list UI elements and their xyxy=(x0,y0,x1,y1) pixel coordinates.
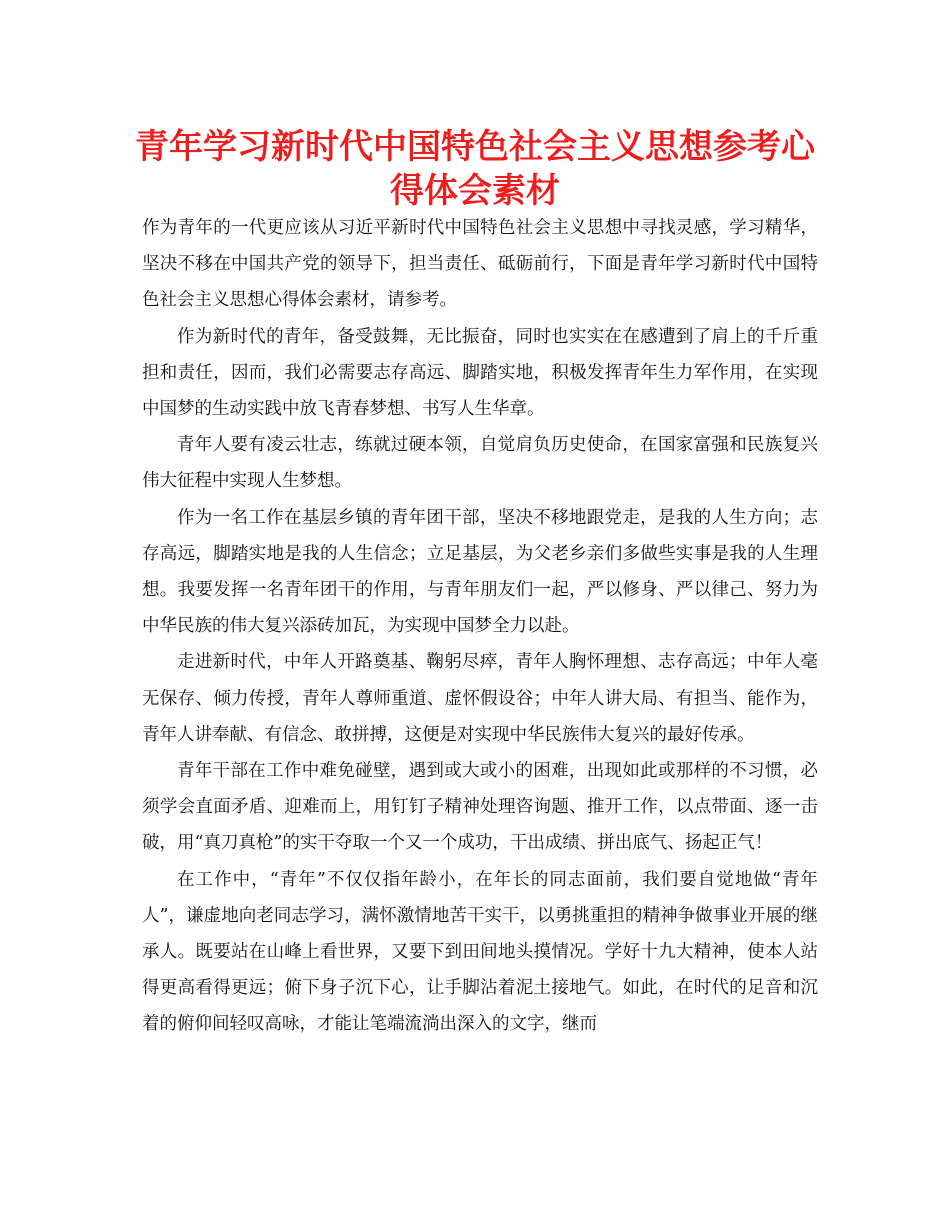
document-title: 青年学习新时代中国特色社会主义思想参考心得体会素材 xyxy=(135,127,815,211)
paragraph: 作为一名工作在基层乡镇的青年团干部，坚决不移地跟党走，是我的人生方向；志存高远，脚踏实地是我的人生信念；立足基层，为父老乡亲们多做些实事是我的人生理想。我要发挥一名青年团干的作用，与青年朋友们一起，严以修身、严以律己、努力为中华民族的伟大复兴添砖加瓦，为实现中国梦全力以赴。 xyxy=(142,507,818,637)
document-body xyxy=(142,210,818,1043)
paragraph: 在工作中，“青年”不仅仅指年龄小，在年长的同志面前，我们要自觉地做“青年人”，谦虚地向老同志学习，满怀激情地苦干实干，以勇挑重担的精神争做事业开展的继承人。既要站在山峰上看世界，又要下到田间地头摸情况。学好十九大精神，使本人站得更高看得更远；俯下身子沉下心，让手脚沾着泥土接地气。如此，在时代的足音和沉着的俯仰间轻叹高咏，才能让笔端流淌出深入的文字，继而 xyxy=(142,869,818,1035)
paragraph: 作为青年的一代更应该从习近平新时代中国特色社会主义思想中寻找灵感，学习精华，坚决不移在中国共产党的领导下，担当责任、砥砺前行，下面是青年学习新时代中国特色社会主义思想心得体会素材，请参考。 xyxy=(142,218,818,311)
paragraph: 作为新时代的青年，备受鼓舞，无比振奋，同时也实实在在感遭到了肩上的千斤重担和责任，因而，我们必需要志存高远、脚踏实地，积极发挥青年生力军作用，在实现中国梦的生动实践中放飞青春梦想、书写人生华章。 xyxy=(142,326,818,420)
paragraph: 青年干部在工作中难免碰壁，遇到或大或小的困难，出现如此或那样的不习惯，必须学会直面矛盾、迎难而上，用钉钉子精神处理咨询题、推开工作，以点带面、逐一击破，用“真刀真枪”的实干夺取一个又一个成功，干出成绩、拼出底气、扬起正气！ xyxy=(142,761,818,854)
paragraph: 走进新时代，中年人开路奠基、鞠躬尽瘁，青年人胸怀理想、志存高远；中年人毫无保存、倾力传授，青年人尊师重道、虚怀假设谷；中年人讲大局、有担当、能作为，青年人讲奉献、有信念、敢拼搏，这便是对实现中华民族伟大复兴的最好传承。 xyxy=(142,652,818,745)
paragraph: 青年人要有凌云壮志，练就过硬本领，自觉肩负历史使命，在国家富强和民族复兴伟大征程中实现人生梦想。 xyxy=(142,435,818,492)
